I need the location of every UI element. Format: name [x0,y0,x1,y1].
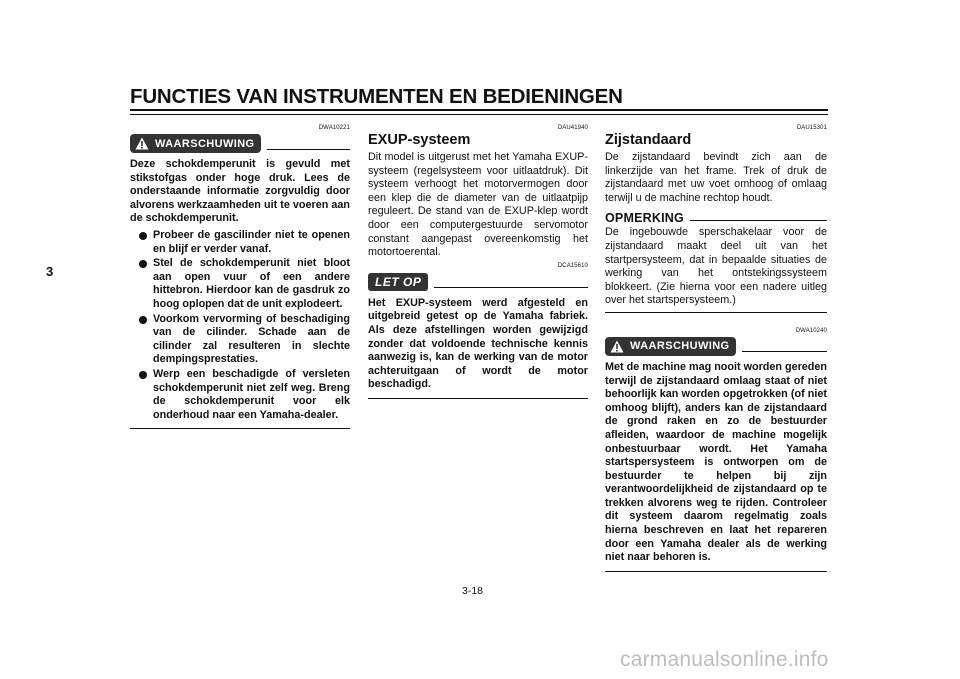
note-title: OPMERKING [605,211,684,226]
bullet-item [130,257,350,311]
chapter-tab: 3 [46,264,54,279]
section-body: Dit model is uitgerust met het Yamaha EXUP-systeem (regelsysteem voor uitlaatdruk). Dit systeem verhoogt het motorvermogen door een klep die de diameter van de uitlaatpijp reguleert. De stand van de EXUP-klep wordt door een computergestuurde servomotor constant aangepast overeenkomstig het motortoerental. [368,151,588,259]
section-title: EXUP-systeem [368,132,471,148]
column-shock-absorber-warning [130,124,350,429]
ref-code: DAU41940 [557,125,588,131]
warning-header [605,337,827,356]
bullet-item [130,229,350,256]
warning-intro: Deze schokdemperunit is gevuld met stikstofgas onder hoge druk. Lees de onderstaande informatie zorgvuldig door alvorens werkzaamheden uit te voeren aan de schokdemperunit. [130,158,350,225]
warning-header [130,134,350,153]
header-rule-thin [130,114,828,115]
bullet-dot-icon [139,316,147,324]
bullet-item [130,313,350,367]
caution-code: DCA15610 [557,262,588,269]
caution-rule [434,287,588,288]
note-rule [690,220,827,221]
warning-badge [130,134,261,153]
warning-label: WAARSCHUWING [630,340,730,353]
warning-text: Met de machine mag nooit worden gereden terwijl de zijstandaard omlaag staat of niet behoorlijk kan worden opgetrokken (of niet omhoog blijft), anders kan de zijstandaard de grond raken en zo de bestuurder afleiden, waardoor de machine mogelijk onbestuurbaar wordt. Het Yamaha startspersysteem is ontworpen om de bestuurder te helpen bij zijn verantwoordelijkheid de zijstandaard op te trekken alvorens weg te rijden. Controleer dit systeem daarom regelmatig zoals hierna beschreven en laat het repareren door een Yamaha dealer als de werking niet naar behoren is. [605,360,827,564]
warning-end-rule [130,428,350,429]
page-number: 3-18 [462,585,484,597]
warning-rule [742,351,827,352]
note-text: De ingebouwde sperschakelaar voor de zijstandaard maakt deel uit van het startpersysteem, dat in bepaalde situaties de werking van het ontstekingssysteem blokkeert. (Zie hierna voor een nadere uitleg over het startspersysteem.) [605,226,827,307]
section-body: De zijstandaard bevindt zich aan de linkerzijde van het frame. Trek of druk de zijstandaard met uw voet omhoog of omlaag terwijl u de machine rechtop houdt. [605,151,827,204]
ref-code: DAU15301 [796,125,827,131]
warning-end-rule [605,571,827,572]
note-end-rule [605,312,827,313]
ref-code: DWA10221 [318,125,350,131]
column-exup [368,124,588,399]
warning-rule [267,149,350,150]
bullet-dot-icon [139,232,147,240]
header-rule-thick [130,109,828,111]
bullet-dot-icon [139,371,147,379]
caution-end-rule [368,398,588,399]
watermark: carmanualsonline.info [620,648,829,671]
caution-header [368,273,588,291]
warning-label: WAARSCHUWING [155,137,255,150]
warning-triangle-icon [135,137,149,150]
bullet-text: Probeer de gascilinder niet te openen en blijf er verder vanaf. [153,228,350,255]
bullet-text: Stel de schokdemperunit niet bloot aan open vuur of een andere hittebron. Hierdoor kan de gasdruk zo hoog oplopen dat de unit explodeert. [153,257,350,310]
warning-code: DWA10240 [795,327,827,334]
page-header [130,86,623,108]
bullet-text: Voorkom vervorming of beschadiging van de cilinder. Schade aan de cilinder zal resulteren in slechte dempingsprestaties. [153,312,350,366]
bullet-dot-icon [139,260,147,268]
section-title: Zijstandaard [605,132,692,148]
bullet-text: Werp een beschadigde of versleten schokdemperunit niet zelf weg. Breng de schokdemperunit voor elk onderhoud naar een Yamaha-dealer. [153,367,350,421]
warning-bullet-list [130,229,350,422]
warning-badge [605,337,736,356]
warning-triangle-icon [610,340,624,353]
page-title: FUNCTIES VAN INSTRUMENTEN EN BEDIENINGEN [130,85,623,108]
column-sidestand [605,124,827,572]
caution-badge: LET OP [368,273,428,291]
caution-text: Het EXUP-systeem werd afgesteld en uitgebreid getest op de Yamaha fabriek. Als deze afstellingen worden gewijzigd zonder dat voldoende technische kennis aanwezig is, kan de werking van de motor achteruitgaan of wordt de motor beschadigd. [368,296,588,391]
bullet-item [130,368,350,422]
note-header [605,211,827,225]
